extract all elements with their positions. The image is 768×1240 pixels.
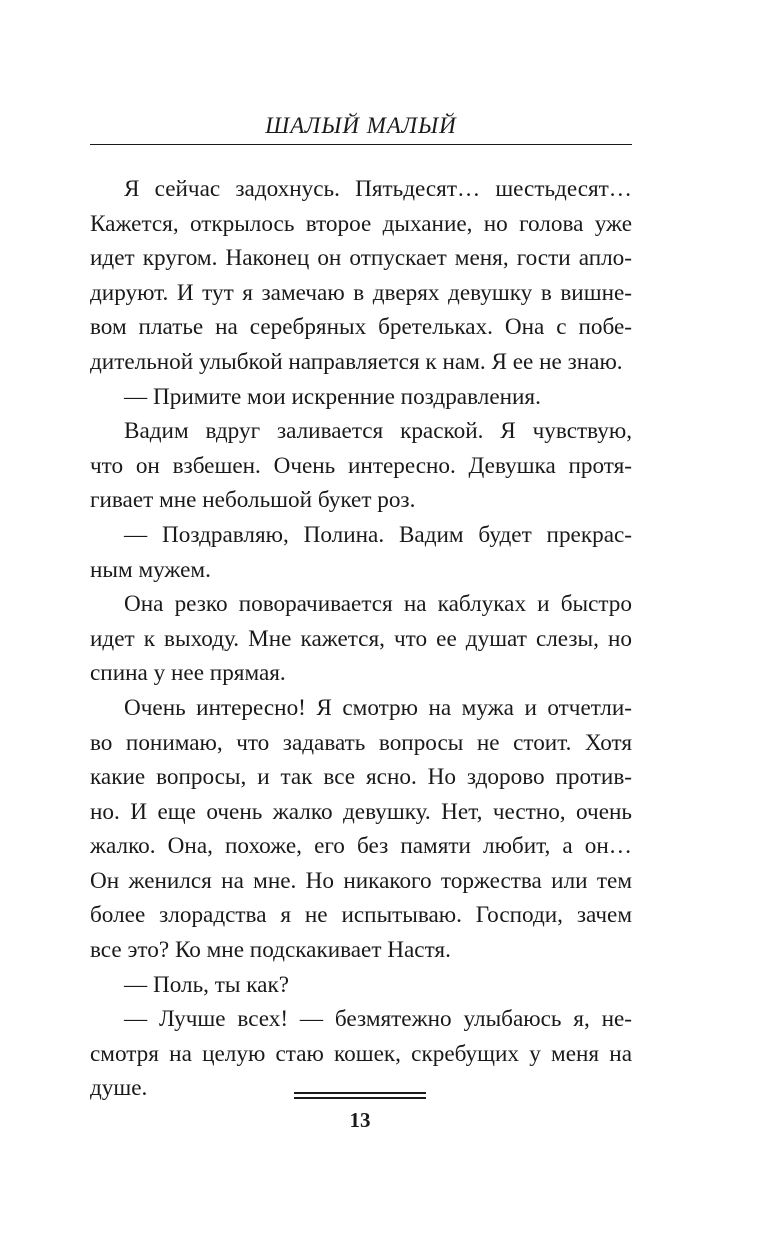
text-line: во понимаю, что задавать вопросы не стоит. Хотя	[90, 729, 632, 756]
body-text	[90, 172, 632, 1106]
text-line: гивает мне небольшой букет роз.	[90, 487, 416, 514]
text-line: какие вопросы, и так все ясно. Но здорово против-	[90, 764, 632, 791]
text-line: идет к выходу. Мне кажется, что ее душат слезы, но	[90, 625, 632, 652]
text-line: все это? Ко мне подскакивает Настя.	[90, 937, 451, 964]
text-line: Очень интересно! Я смотрю на мужа и отчетли-	[124, 694, 632, 721]
text-line: Она резко поворачивается на каблуках и быстро	[124, 591, 632, 618]
text-line: Он женился на мне. Но никакого торжества или тем	[90, 867, 632, 894]
footer-rule-bottom	[294, 1097, 426, 1099]
text-line: Кажется, открылось второе дыхание, но голова уже	[90, 210, 632, 237]
text-line: — Поль, ты как?	[124, 971, 290, 998]
footer-rule-top	[294, 1092, 426, 1094]
header-rule	[90, 144, 632, 145]
running-head: ШАЛЫЙ МАЛЫЙ	[265, 113, 457, 138]
text-line: Вадим вдруг заливается краской. Я чувствую,	[124, 418, 632, 445]
text-line: смотря на целую стаю кошек, скребущих у меня на	[90, 1040, 632, 1067]
text-line: душе.	[90, 1075, 148, 1102]
text-line: Я сейчас задохнусь. Пятьдесят… шестьдесят…	[124, 176, 632, 202]
text-line: — Поздравляю, Полина. Вадим будет прекрас-	[124, 521, 632, 548]
text-line: что он взбешен. Очень интересно. Девушка протя-	[90, 452, 632, 479]
text-line: спина у нее прямая.	[90, 660, 286, 687]
text-line: дительной улыбкой направляется к нам. Я ее не знаю.	[90, 348, 623, 375]
text-line: более злорадства я не испытываю. Господи, зачем	[90, 902, 632, 929]
text-line: ным мужем.	[90, 556, 211, 583]
text-line: жалко. Она, похоже, его без памяти любит, а он…	[90, 833, 632, 860]
page-number: 13	[349, 1108, 371, 1132]
text-line: идет кругом. Наконец он отпускает меня, гости апло-	[90, 245, 632, 272]
text-line: но. И еще очень жалко девушку. Нет, честно, очень	[90, 798, 632, 825]
text-line: дируют. И тут я замечаю в дверях девушку в вишне-	[90, 279, 632, 306]
text-line: — Лучше всех! — безмятежно улыбаюсь я, не-	[124, 1006, 632, 1033]
text-line: — Примите мои искренние поздравления.	[124, 383, 541, 410]
text-line: вом платье на серебряных бретельках. Она с побе-	[90, 314, 632, 341]
